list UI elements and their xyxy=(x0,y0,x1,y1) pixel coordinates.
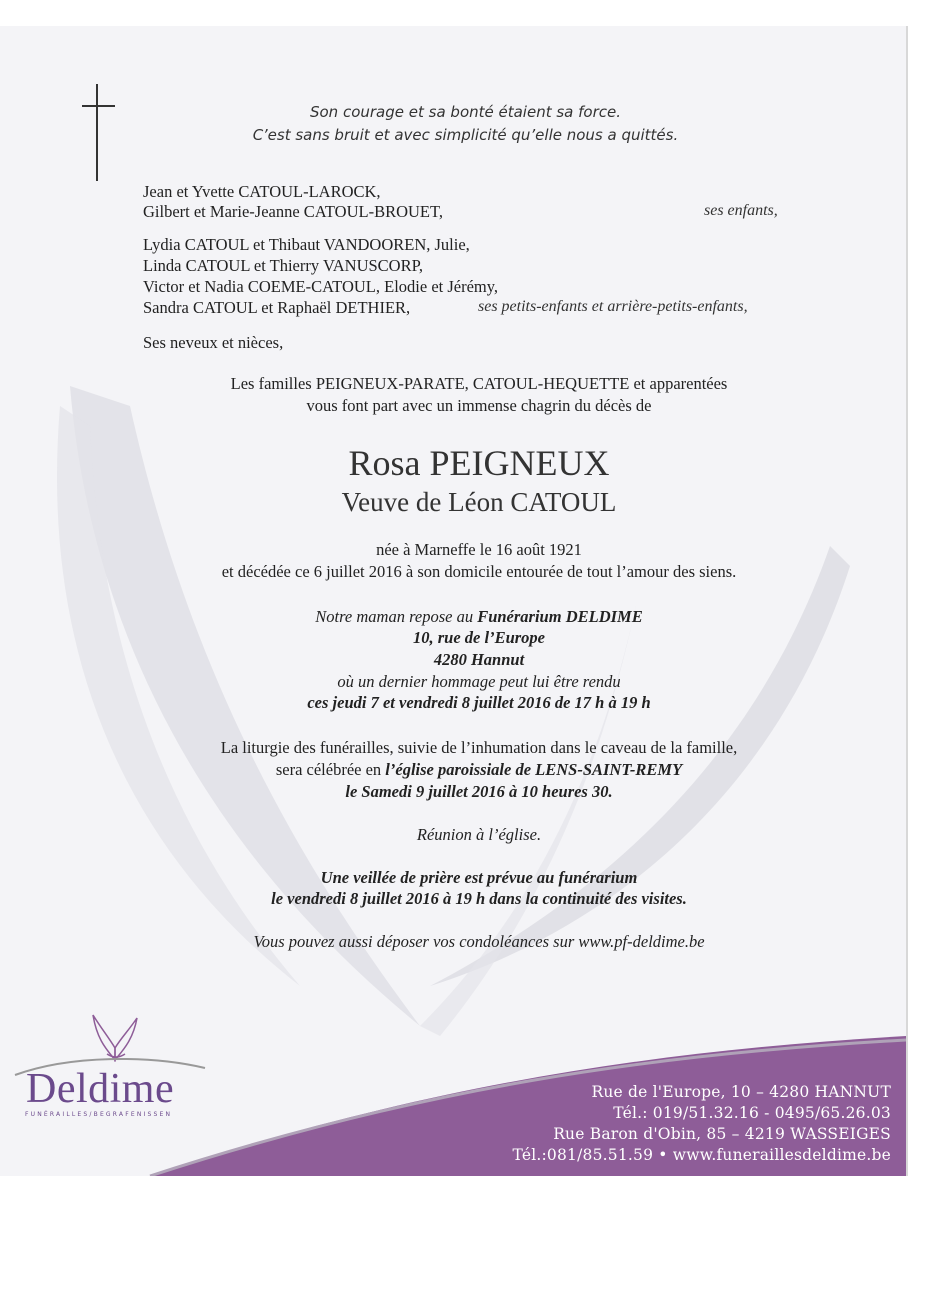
contact-line-4: Tél.:081/85.51.59 • www.funeraillesdeldime.be xyxy=(512,1146,891,1164)
deceased-widow: Veuve de Léon CATOUL xyxy=(341,487,617,517)
visitation-street: 10, rue de l’Europe xyxy=(413,628,545,647)
contact-line-3: Rue Baron d'Obin, 85 – 4219 WASSEIGES xyxy=(553,1125,891,1143)
grandchildren-line-2: Linda CATOUL et Thierry VANUSCORP, xyxy=(143,256,424,275)
death-line: et décédée ce 6 juillet 2016 à son domicile entourée de tout l’amour des siens. xyxy=(221,562,737,581)
vigil-line-2: le vendredi 8 juillet 2016 à 19 h dans la continuité des visites. xyxy=(271,889,687,908)
grandchildren-line-1: Lydia CATOUL et Thibaut VANDOOREN, Julie, xyxy=(143,235,470,254)
visitation-place: Funérarium DELDIME xyxy=(477,607,643,626)
page-edge xyxy=(906,26,908,1176)
visitation-when: ces jeudi 7 et vendredi 8 juillet 2016 de 17 h à 19 h xyxy=(307,693,651,712)
families-line-1: Les familles PEIGNEUX-PARATE, CATOUL-HEQUETTE et apparentées xyxy=(230,374,728,393)
footer-band xyxy=(0,26,906,1176)
contact-line-1: Rue de l'Europe, 10 – 4280 HANNUT xyxy=(591,1083,891,1101)
liturgy-line-1: La liturgie des funérailles, suivie de l’inhumation dans le caveau de la famille, xyxy=(220,738,738,757)
children-line-2: Gilbert et Marie-Jeanne CATOUL-BROUET, xyxy=(143,202,443,221)
nephews-line: Ses neveux et nièces, xyxy=(143,333,284,352)
liturgy-pre: sera célébrée en xyxy=(275,760,386,779)
liturgy-line-2 xyxy=(0,760,931,780)
grandchildren-line-4: Sandra CATOUL et Raphaël DETHIER, xyxy=(143,298,411,317)
motto-line-2: C’est sans bruit et avec simplicité qu’elle nous a quittés. xyxy=(252,126,679,144)
children-line-1: Jean et Yvette CATOUL-LAROCK, xyxy=(143,182,381,201)
vigil-line-1: Une veillée de prière est prévue au funérarium xyxy=(320,868,638,887)
families-line-2: vous font part avec un immense chagrin du décès de xyxy=(306,396,652,415)
grandchildren-role: ses petits-enfants et arrière-petits-enfants, xyxy=(478,298,748,315)
contact-line-2: Tél.: 019/51.32.16 - 0495/65.26.03 xyxy=(613,1104,891,1122)
obituary-card xyxy=(0,26,906,1176)
liturgy-church: l’église paroissiale de LENS-SAINT-REMY xyxy=(385,760,683,779)
liturgy-when: le Samedi 9 juillet 2016 à 10 heures 30. xyxy=(345,782,613,801)
visitation-line-1 xyxy=(0,607,931,627)
birth-line: née à Marneffe le 16 août 1921 xyxy=(376,540,582,559)
logo-tagline: FUNÉRAILLES/BEGRAFENISSEN xyxy=(25,1111,173,1118)
visitation-note: où un dernier hommage peut lui être rendu xyxy=(337,672,621,691)
deceased-name: Rosa PEIGNEUX xyxy=(348,443,610,483)
motto-line-1: Son courage et sa bonté étaient sa force. xyxy=(309,103,621,121)
visitation-intro: Notre maman repose au xyxy=(315,607,478,626)
meeting-line: Réunion à l’église. xyxy=(416,825,542,844)
grandchildren-line-3: Victor et Nadia COEME-CATOUL, Elodie et Jérémy, xyxy=(143,277,499,296)
logo-name: Deldime xyxy=(26,1066,175,1112)
children-role: ses enfants, xyxy=(704,202,778,219)
visitation-city: 4280 Hannut xyxy=(433,650,525,669)
condolences-line: Vous pouvez aussi déposer vos condoléances sur www.pf-deldime.be xyxy=(253,932,705,951)
